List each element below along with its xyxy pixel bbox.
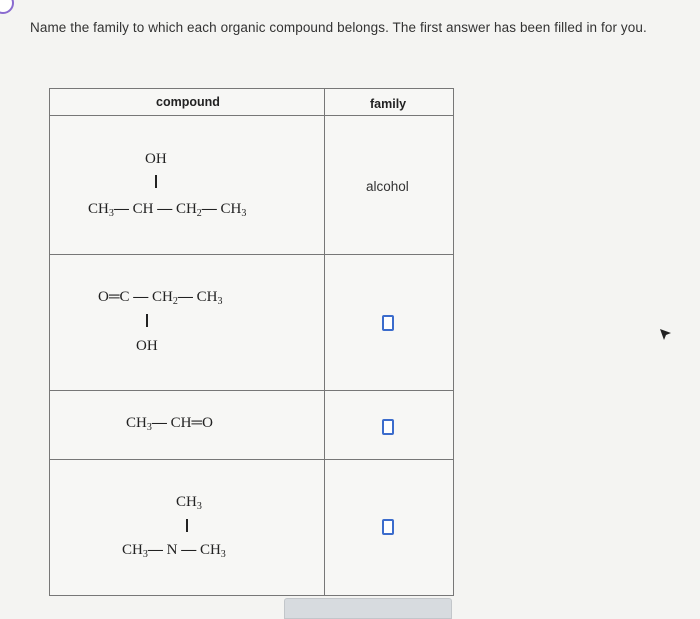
row-divider (50, 390, 453, 391)
compound-formula: $CH_3—$ N — $CH_3$ (122, 542, 226, 560)
answer-table (49, 88, 454, 596)
family-answer: alcohol (366, 179, 409, 194)
methyl-group: $CH_3$ (176, 494, 202, 512)
mouse-pointer-icon (659, 328, 673, 342)
header-family: family (370, 97, 407, 111)
compound-formula: $CH_3—$ CH═O (126, 415, 213, 433)
family-answer-input[interactable] (382, 315, 394, 331)
collapse-chevron-icon[interactable] (0, 0, 14, 14)
submit-button[interactable] (284, 598, 452, 619)
hydroxyl-group: OH (136, 338, 158, 354)
question-prompt: Name the family to which each organic compound belongs. The first answer has been filled in for you. (30, 20, 647, 35)
family-answer-input[interactable] (382, 419, 394, 435)
header-compound: compound (156, 95, 220, 109)
single-bond (146, 314, 148, 327)
row-divider (50, 254, 453, 255)
single-bond (155, 175, 157, 188)
hydroxyl-group: OH (145, 151, 167, 167)
family-answer-input[interactable] (382, 519, 394, 535)
compound-formula: $CH_3—$ CH — $CH_2—$ $CH_3$ (88, 201, 247, 219)
row-divider (50, 459, 453, 460)
compound-formula: O═C — $CH_2—$ $CH_3$ (98, 289, 223, 307)
single-bond (186, 519, 188, 532)
header-divider (50, 115, 453, 116)
column-divider (324, 89, 325, 595)
